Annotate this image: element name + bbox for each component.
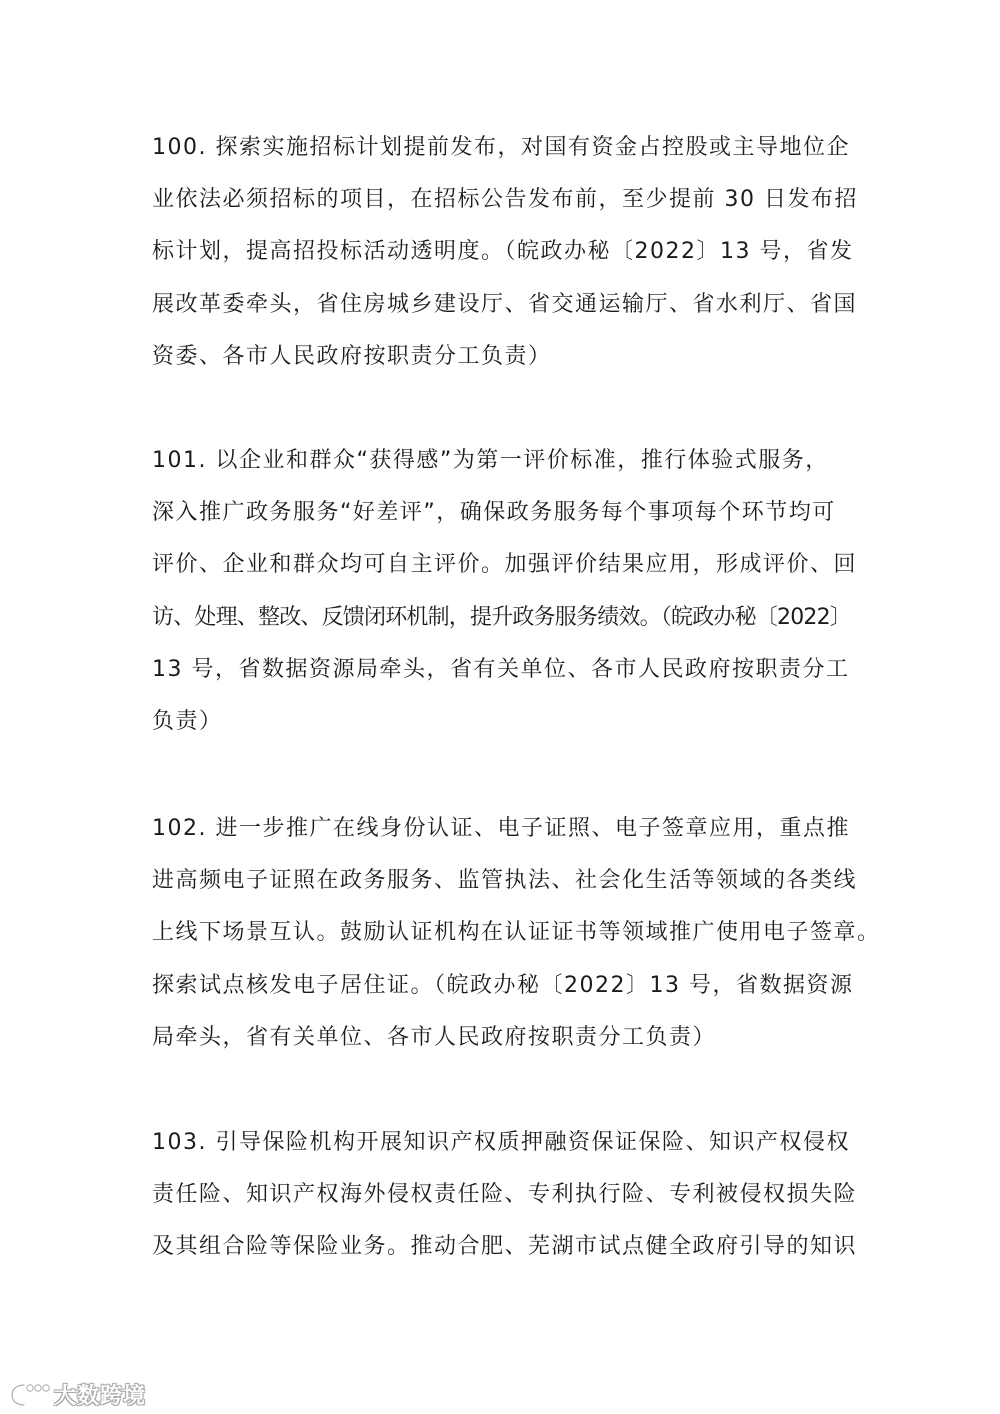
paragraph-line: 资委、各市人民政府按职责分工负责） [152,343,552,369]
paragraph-line: 探索试点核发电子居住证。（皖政办秘〔2022〕13 号，省数据资源 [152,972,854,998]
watermark-text: 大数跨境 [54,1383,147,1409]
paragraph-line: 评价、企业和群众均可自主评价。加强评价结果应用，形成评价、回 [152,552,858,578]
paragraph-line: 负责） [152,708,223,734]
paragraph-line: 展改革委牵头，省住房城乡建设厅、省交通运输厅、省水利厅、省国 [152,291,858,317]
paragraph-line: 101. 以企业和群众“获得感”为第一评价标准，推行体验式服务， [152,448,829,473]
paragraph-line: 访、处理、整改、反馈闭环机制，提升政务服务绩效。（皖政办秘〔2022〕 [152,604,851,630]
paragraph-103 [152,1117,872,1274]
paragraph-line: 103. 引导保险机构开展知识产权质押融资保证保险、知识产权侵权 [152,1130,850,1155]
paragraph-line: 标计划，提高招投标活动透明度。（皖政办秘〔2022〕13 号，省发 [152,239,854,265]
paragraph-line: 及其组合险等保险业务。推动合肥、芜湖市试点健全政府引导的知识 [152,1234,858,1260]
paragraph-100 [152,122,872,383]
paragraph-line: 102. 进一步推广在线身份认证、电子证照、电子签章应用，重点推 [152,816,850,841]
paragraph-line: 深入推广政务服务“好差评”，确保政务服务每个事项每个环节均可 [152,500,836,526]
paragraph-line: 业依法必须招标的项目，在招标公告发布前，至少提前 30 日发布招 [152,187,858,213]
paragraph-line: 上线下场景互认。鼓励认证机构在认证证书等领域推广使用电子签章。 [152,920,881,946]
watermark [8,1378,146,1410]
paragraph-line: 13 号，省数据资源局牵头，省有关单位、各市人民政府按职责分工 [152,656,850,682]
brand-logo-icon [8,1379,52,1409]
paragraph-line: 100. 探索实施招标计划提前发布，对国有资金占控股或主导地位企 [152,135,850,160]
paragraph-line: 责任险、知识产权海外侵权责任险、专利执行险、专利被侵权损失险 [152,1182,858,1208]
paragraph-line: 局牵头，省有关单位、各市人民政府按职责分工负责） [152,1024,717,1050]
paragraph-101 [152,435,872,748]
paragraph-102 [152,803,881,1064]
paragraph-line: 进高频电子证照在政务服务、监管执法、社会化生活等领域的各类线 [152,868,858,894]
